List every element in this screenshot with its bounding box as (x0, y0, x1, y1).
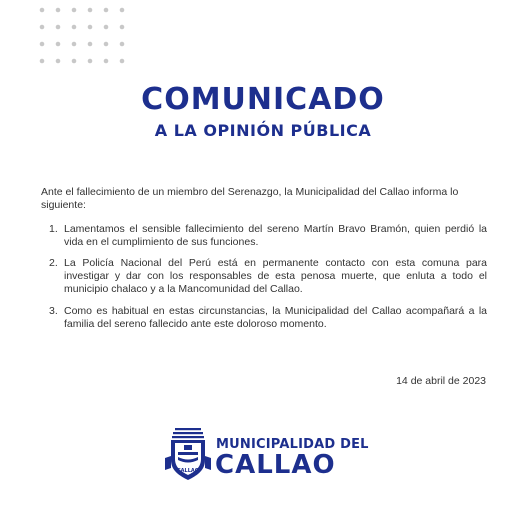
list-item-number: 1. (49, 223, 58, 235)
list-item (49, 257, 487, 296)
logo-line-2: CALLAO (215, 450, 336, 480)
emblem-text: CALLAO (176, 468, 200, 474)
list-item (49, 305, 487, 331)
page-subtitle: A LA OPINIÓN PÚBLICA (154, 121, 372, 140)
decorative-dot-grid-icon (36, 4, 126, 64)
callao-coat-of-arms-icon (163, 426, 213, 484)
list-item (49, 223, 487, 249)
document-date: 14 de abril de 2023 (396, 375, 486, 387)
list-item-text: La Policía Nacional del Perú está en permanente contacto con esta comuna para investigar y dar con los responsables de esta penosa muerte, que enluta a todo el municipio chalaco y a la Mancomunidad del Callao. (64, 257, 487, 295)
list-item-number: 3. (49, 305, 58, 317)
list-item-text: Lamentamos el sensible fallecimiento del sereno Martín Bravo Bramón, quien perdió la vida en el cumplimiento de sus funciones. (64, 223, 487, 248)
logo-line-1: MUNICIPALIDAD DEL (216, 437, 369, 452)
list-item-number: 2. (49, 257, 58, 269)
intro-paragraph: Ante el fallecimiento de un miembro del Serenazgo, la Municipalidad del Callao informa lo siguiente: (41, 186, 459, 211)
list-item-text: Como es habitual en estas circunstancias, la Municipalidad del Callao acompañará a la familia del sereno fallecido ante este doloroso momento. (64, 305, 487, 330)
page-title: COMUNICADO (141, 82, 385, 117)
